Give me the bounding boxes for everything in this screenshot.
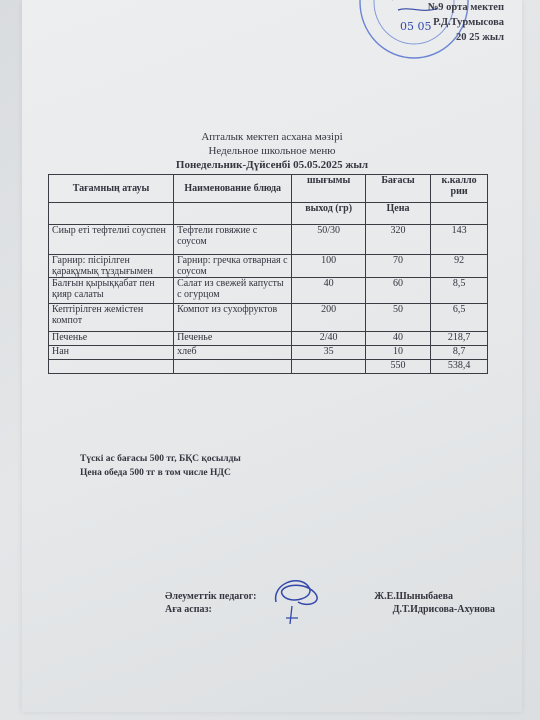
title-date-line: Понедельник-Дүйсенбі 05.05.2025 жыл (175, 159, 369, 171)
dish-price: 40 (365, 332, 430, 346)
price-note-kz: Түскі ас бағасы 500 тг, БҚС қосылды (80, 454, 241, 464)
dish-yield: 40 (292, 278, 366, 304)
signature-name-2: Д.Т.Идрисова-Ахунова (392, 604, 495, 615)
dish-kcal: 218,7 (431, 332, 488, 346)
total-kcal: 538,4 (431, 360, 488, 374)
dish-yield: 35 (292, 346, 366, 360)
dish-name-ru: Компот из сухофруктов (174, 304, 292, 332)
menu-title (22, 130, 522, 172)
signature-role-2: Аға аспаз: (165, 604, 212, 615)
dish-name-ru: Гарнир: гречка отварная с соусом (174, 255, 292, 278)
dish-kcal: 143 (431, 225, 488, 255)
table-row (49, 332, 488, 346)
dish-price: 70 (365, 255, 430, 278)
table-row (49, 346, 488, 360)
table-header-row (49, 175, 488, 203)
header-yield-kz: шығымы (292, 175, 366, 203)
menu-table (48, 174, 488, 374)
dish-kcal: 8,5 (431, 278, 488, 304)
dish-kcal: 8,7 (431, 346, 488, 360)
dish-name-kz: Балғын қырыққабат пен қияр салаты (49, 278, 174, 304)
dish-kcal: 6,5 (431, 304, 488, 332)
header-price-kz: Бағасы (365, 175, 430, 203)
dish-yield: 2/40 (292, 332, 366, 346)
dish-name-kz: Сиыр еті тефтелиі соуспен (49, 225, 174, 255)
school-line: №9 орта мектеп (427, 2, 504, 13)
dish-name-ru: хлеб (174, 346, 292, 360)
price-note (80, 452, 241, 480)
signature-row-2 (165, 603, 495, 616)
signature-name-1: Ж.Е.Шыныбаева (374, 591, 453, 602)
title-line-kz: Апталык мектеп асхана мәзірі (201, 131, 343, 143)
price-note-ru: Цена обеда 500 тг в том числе НДС (80, 468, 231, 478)
header-kz-name: Тағамның атауы (49, 175, 174, 203)
total-price: 550 (365, 360, 430, 374)
table-total-row (49, 360, 488, 374)
dish-name-ru: Печенье (174, 332, 292, 346)
dish-yield: 50/30 (292, 225, 366, 255)
dish-name-kz: Печенье (49, 332, 174, 346)
table-row (49, 278, 488, 304)
signature-row-1 (165, 590, 495, 603)
title-line-ru: Недельное школьное меню (208, 145, 336, 157)
dish-name-ru: Тефтели говяжие с соусом (174, 225, 292, 255)
header-approval (324, 0, 504, 45)
dish-name-kz: Гарнир: пісірілген қарақұмық тұздығымен (49, 255, 174, 278)
dish-price: 50 (365, 304, 430, 332)
dish-price: 10 (365, 346, 430, 360)
dish-name-kz: Нан (49, 346, 174, 360)
dish-price: 60 (365, 278, 430, 304)
table-row (49, 304, 488, 332)
dish-price: 320 (365, 225, 430, 255)
signature-role-1: Әлеуметтік педагог: (165, 591, 257, 602)
table-row (49, 255, 488, 278)
dish-name-kz: Кептірілген жемістен компот (49, 304, 174, 332)
director-line: Р.Д.Турмысова (433, 17, 504, 28)
svg-text:05 05: 05 05 (400, 20, 432, 33)
header-yield-ru: выход (гр) (292, 203, 366, 225)
header-ru-name: Наименование блюда (174, 175, 292, 203)
dish-yield: 100 (292, 255, 366, 278)
header-price-ru: Цена (365, 203, 430, 225)
dish-yield: 200 (292, 304, 366, 332)
table-subheader-row (49, 203, 488, 225)
menu-rows (49, 225, 488, 360)
signatures (165, 590, 495, 616)
dish-kcal: 92 (431, 255, 488, 278)
dish-name-ru: Салат из свежей капусты с огурцом (174, 278, 292, 304)
date-line: 20 25 жыл (456, 32, 504, 43)
table-row (49, 225, 488, 255)
header-kcal: к.калло рии (431, 175, 488, 203)
